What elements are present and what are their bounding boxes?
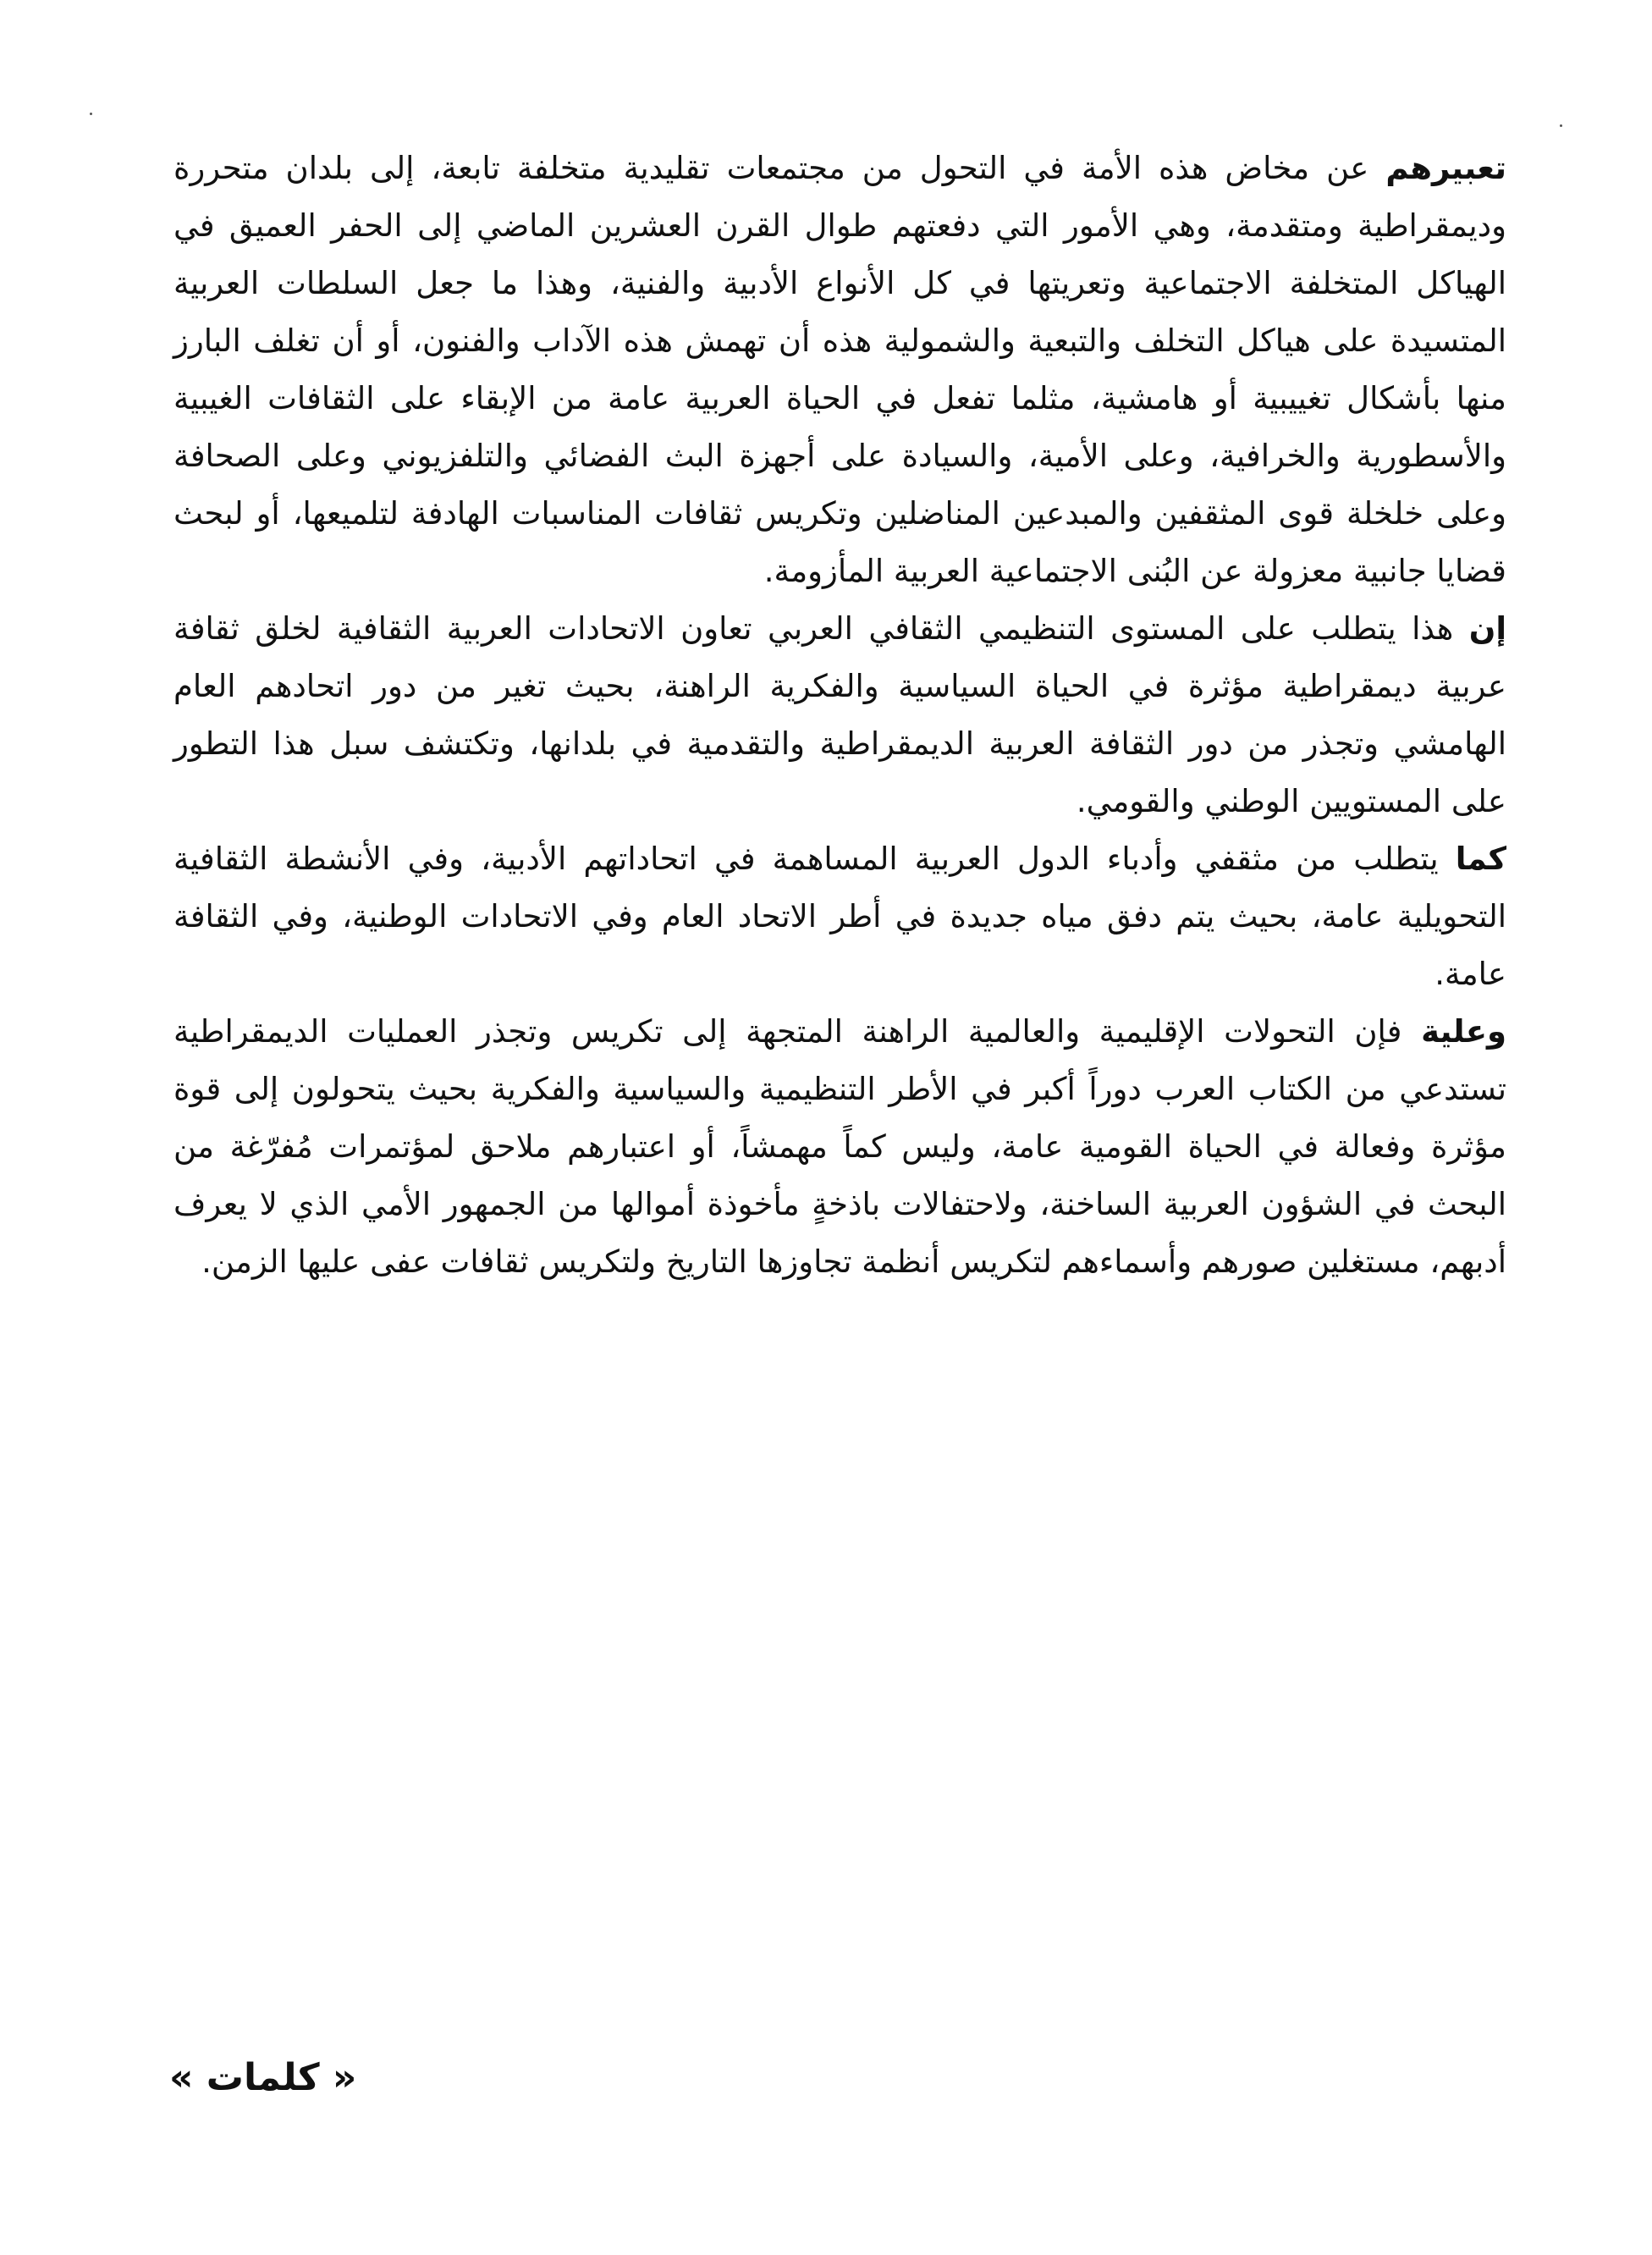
paragraph bbox=[173, 830, 1506, 1003]
paragraph bbox=[173, 140, 1506, 600]
paragraph-text: عن مخاض هذه الأمة في التحول من مجتمعات تقليدية متخلفة تابعة، إلى بلدان متحررة وديمقراطية ومتقدمة، وهي الأمور التي دفعتهم طوال القرن العشرين الماضي إلى الحفر العميق في الهياكل المتخلفة الاجتماعية وتعريتها في كل الأنواع الأدبية والفنية، وهذا ما جعل السلطات العربية المتسيدة على هياكل التخلف والتبعية والشمولية هذه أن تهمش هذه الآداب والفنون، أو أن تغلف البارز منها بأشكال تغييبية أو هامشية، مثلما تفعل في الحياة العربية عامة من الإبقاء على الثقافات الغيبية والأسطورية والخرافية، وعلى الأمية، والسيادة على أجهزة البث الفضائي والتلفزيوني وعلى الصحافة وعلى خلخلة قوى المثقفين والمبدعين المناضلين وتكريس ثقافات المناسبات الهادفة لتلميعها، أو لبحث قضايا جانبية معزولة عن البُنى الاجتماعية العربية المأزومة. bbox=[173, 150, 1506, 589]
paragraph-lead: إن bbox=[1468, 610, 1506, 647]
paragraph-lead: تعبيرهم bbox=[1385, 150, 1506, 186]
paragraph bbox=[173, 1003, 1506, 1291]
paragraph-text: فإن التحولات الإقليمية والعالمية الراهنة المتجهة إلى تكريس وتجذر العمليات الديمقراطية تستدعي من الكتاب العرب دوراً أكبر في الأطر التنظيمية والسياسية والفكرية بحيث يتحولون إلى قوة مؤثرة وفعالة في الحياة القومية عامة، وليس كماً مهمشاً، أو اعتبارهم ملاحق لمؤتمرات مُفرّغة من البحث في الشؤون العربية الساخنة، ولاحتفالات باذخةٍ مأخوذة أموالها من الجمهور الأمي الذي لا يعرف أدبهم، مستغلين صورهم وأسماءهم لتكريس أنظمة تجاوزها التاريخ ولتكريس ثقافات عفى عليها الزمن. bbox=[173, 1013, 1506, 1280]
scan-speck bbox=[1560, 124, 1562, 127]
scan-speck bbox=[90, 113, 92, 115]
paragraph-lead: وعلية bbox=[1421, 1013, 1506, 1050]
paragraph-lead: كما bbox=[1455, 841, 1506, 877]
paragraph-text: هذا يتطلب على المستوى التنظيمي الثقافي العربي تعاون الاتحادات العربية الثقافية لخلق ثقافة عربية ديمقراطية مؤثرة في الحياة السياسية والفكرية الراهنة، بحيث تغير من دور اتحادهم العام الهامشي وتجذر من دور الثقافة العربية الديمقراطية والتقدمية في بلدانها، وتكتشف سبل هذا التطور على المستويين الوطني والقومي. bbox=[173, 610, 1506, 819]
paragraph-text: يتطلب من مثقفي وأدباء الدول العربية المساهمة في اتحاداتهم الأدبية، وفي الأنشطة الثقافية التحويلية عامة، بحيث يتم دفق مياه جديدة في أطر الاتحاد العام وفي الاتحادات الوطنية، وفي الثقافة عامة. bbox=[173, 841, 1506, 992]
article-body bbox=[173, 140, 1506, 1291]
paragraph bbox=[173, 600, 1506, 830]
footer-label: « كلمات » bbox=[169, 2056, 357, 2099]
